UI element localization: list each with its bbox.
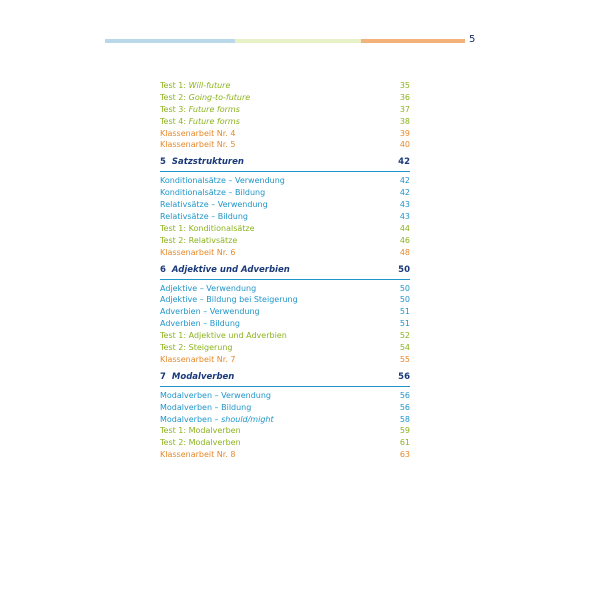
chapter-heading-label [160, 157, 244, 167]
table-of-contents [160, 80, 410, 461]
toc-entry[interactable] [160, 128, 410, 140]
toc-entry-text: Konditionalsätze – Bildung [160, 188, 266, 198]
toc-entry-title [160, 354, 236, 366]
toc-entry-prefix: Test 2: [160, 92, 189, 102]
toc-entry-text: Klassenarbeit Nr. 7 [160, 354, 236, 364]
toc-entry-page: 40 [399, 140, 410, 150]
toc-entry-title [160, 402, 251, 414]
toc-entry-page: 43 [399, 200, 410, 210]
chapter-title: Satzstrukturen [171, 157, 244, 168]
toc-entry[interactable] [160, 247, 410, 259]
toc-entry-text: Adjektive – Verwendung [160, 283, 257, 293]
toc-entry-page: 35 [399, 81, 410, 90]
toc-entry-text: Test 1: Adjektive und Adverbien [160, 331, 287, 341]
toc-entry-page: 61 [399, 438, 410, 448]
header-rule [105, 39, 465, 43]
toc-entry-title [160, 437, 241, 449]
chapter-number: 5 [160, 157, 166, 168]
chapter-page: 42 [398, 157, 410, 168]
toc-entry[interactable] [160, 283, 410, 295]
toc-entry-text: Relativsätze – Verwendung [160, 200, 268, 210]
toc-entry-title [160, 139, 236, 151]
toc-entry-prefix: Test 4: [160, 116, 189, 126]
toc-entry[interactable] [160, 354, 410, 366]
header-rule-segment [361, 39, 465, 43]
chapter-heading-label [160, 372, 234, 382]
toc-entry-page: 43 [399, 212, 410, 222]
toc-entry-page: 50 [399, 283, 410, 293]
toc-entry[interactable] [160, 330, 410, 342]
toc-entry-page: 56 [399, 402, 410, 412]
toc-entry-text: Future forms [188, 104, 240, 114]
toc-entry-title [160, 294, 298, 306]
chapter-page: 50 [398, 264, 410, 275]
chapter-number: 6 [160, 264, 166, 275]
toc-entry[interactable] [160, 449, 410, 461]
toc-entry[interactable] [160, 223, 410, 235]
toc-entry-title [160, 223, 255, 235]
toc-entry-title [160, 187, 265, 199]
toc-entry-text: Going-to-future [188, 92, 251, 102]
toc-entry-title [160, 330, 287, 342]
toc-entry-title [160, 318, 240, 330]
toc-entry-title [160, 390, 271, 402]
toc-entry-title [160, 80, 230, 92]
toc-entry-title [160, 342, 233, 354]
toc-entry[interactable] [160, 318, 410, 330]
toc-entry-text: Adverbien – Verwendung [160, 307, 260, 317]
toc-entry-page: 54 [399, 343, 410, 353]
toc-entry-title [160, 175, 285, 187]
toc-entry-text: Klassenarbeit Nr. 6 [160, 247, 236, 257]
toc-entry-page: 37 [399, 104, 410, 114]
toc-entry-page: 50 [399, 295, 410, 305]
toc-entry-page: 51 [399, 319, 410, 329]
toc-entry-title [160, 425, 241, 437]
toc-entry-page: 42 [399, 188, 410, 198]
toc-entry[interactable] [160, 92, 410, 104]
toc-entry[interactable] [160, 199, 410, 211]
toc-entry[interactable] [160, 116, 410, 128]
toc-entry-page: 46 [399, 235, 410, 245]
toc-entry-title [160, 104, 240, 116]
toc-entry-title [160, 128, 236, 140]
toc-entry-text: Klassenarbeit Nr. 5 [160, 140, 236, 150]
toc-entry-title [160, 283, 256, 295]
toc-entry-text: Test 1: Konditionalsätze [160, 223, 255, 233]
toc-entry-text: Klassenarbeit Nr. 8 [160, 450, 236, 460]
chapter-heading[interactable] [160, 261, 410, 280]
toc-entry-text: Modalverben – Verwendung [160, 390, 271, 400]
toc-entry[interactable] [160, 80, 410, 92]
toc-entry[interactable] [160, 342, 410, 354]
chapter-heading[interactable] [160, 153, 410, 172]
header-rule-segment [235, 39, 361, 43]
toc-entry-title [160, 92, 250, 104]
toc-entry-page: 44 [399, 223, 410, 233]
chapter-page: 56 [398, 371, 410, 382]
toc-entry-text: Future forms [188, 116, 240, 126]
toc-entry-page: 36 [399, 92, 410, 102]
toc-entry[interactable] [160, 437, 410, 449]
toc-entry-page: 42 [399, 176, 410, 186]
toc-entry[interactable] [160, 390, 410, 402]
toc-entry-prefix: Test 1: [160, 81, 189, 90]
toc-entry-page: 58 [399, 414, 410, 424]
toc-entry-page: 48 [399, 247, 410, 257]
toc-entry[interactable] [160, 306, 410, 318]
toc-entry-page: 39 [399, 128, 410, 138]
toc-entry-text: Adverbien – Bildung [160, 319, 240, 329]
toc-entry-text: Will-future [188, 81, 231, 90]
chapter-heading[interactable] [160, 368, 410, 387]
chapter-heading-label [160, 265, 290, 275]
toc-entry-title [160, 449, 236, 461]
toc-entry-page: 55 [399, 354, 410, 364]
toc-entry-page: 51 [399, 307, 410, 317]
page-number: 5 [469, 34, 476, 45]
toc-entry-title [160, 306, 260, 318]
toc-entry-text: Test 2: Modalverben [160, 438, 241, 448]
toc-entry[interactable] [160, 402, 410, 414]
toc-entry-title [160, 199, 268, 211]
toc-entry-text: Konditionalsätze – Verwendung [160, 176, 285, 186]
toc-entry-text: Klassenarbeit Nr. 4 [160, 128, 236, 138]
toc-entry-title [160, 116, 240, 128]
toc-entry-page: 52 [399, 331, 410, 341]
toc-entry-title [160, 235, 237, 247]
toc-entry-text: Test 2: Steigerung [160, 343, 233, 353]
toc-entry[interactable] [160, 139, 410, 151]
toc-entry-prefix: Modalverben – [160, 414, 222, 424]
toc-entry-page: 59 [399, 426, 410, 436]
toc-entry[interactable] [160, 294, 410, 306]
toc-entry-text: should/might [221, 414, 274, 424]
toc-entry-page: 56 [399, 390, 410, 400]
toc-entry-text: Test 1: Modalverben [160, 426, 241, 436]
toc-entry[interactable] [160, 211, 410, 223]
toc-entry-title [160, 414, 274, 426]
toc-entry-text: Modalverben – Bildung [160, 402, 252, 412]
toc-entry[interactable] [160, 175, 410, 187]
toc-entry[interactable] [160, 235, 410, 247]
chapter-number: 7 [160, 371, 166, 382]
toc-entry-text: Test 2: Relativsätze [160, 235, 238, 245]
toc-entry[interactable] [160, 187, 410, 199]
toc-entry[interactable] [160, 425, 410, 437]
toc-entry-page: 63 [399, 450, 410, 460]
chapter-title: Adjektive und Adverbien [171, 264, 290, 275]
toc-entry-text: Adjektive – Bildung bei Steigerung [160, 295, 298, 305]
toc-entry-prefix: Test 3: [160, 104, 189, 114]
toc-entry[interactable] [160, 414, 410, 426]
header-rule-segment [105, 39, 235, 43]
toc-entry-title [160, 247, 236, 259]
toc-entry-text: Relativsätze – Bildung [160, 212, 248, 222]
toc-entry[interactable] [160, 104, 410, 116]
toc-entry-title [160, 211, 248, 223]
chapter-title: Modalverben [171, 371, 235, 382]
toc-entry-page: 38 [399, 116, 410, 126]
